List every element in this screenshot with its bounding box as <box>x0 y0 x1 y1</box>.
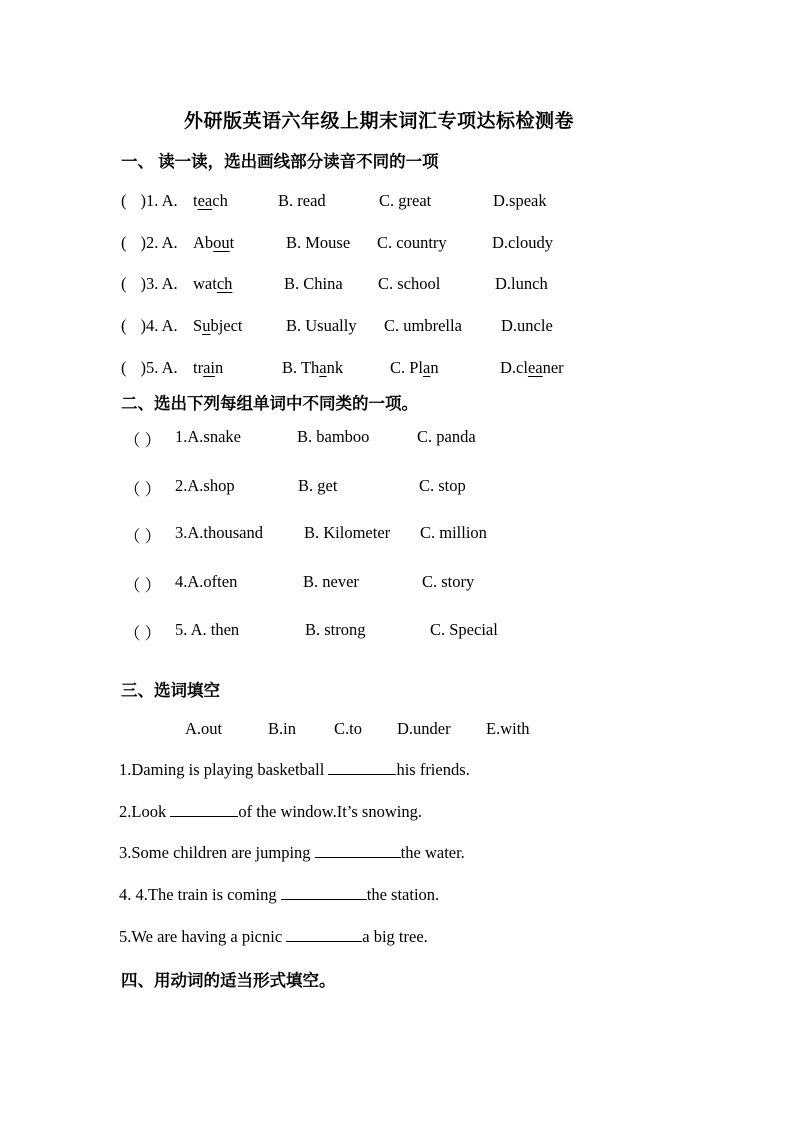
list-item <box>121 191 178 211</box>
section-2-heading: 二、选出下列每组单词中不同类的一项。 <box>121 394 418 413</box>
fill-blank[interactable] <box>170 802 238 817</box>
option-a: train <box>193 358 224 377</box>
option-a: 2.A.shop <box>175 476 235 495</box>
answer-paren[interactable]: （ ） <box>124 576 162 595</box>
option-a: About <box>193 233 235 252</box>
fill-blank[interactable] <box>281 885 367 900</box>
option-c: C. panda <box>417 427 476 446</box>
option-c: C. stop <box>419 476 466 495</box>
list-item: 1.Daming is playing basketball his friends. <box>119 760 470 779</box>
word-option: C.to <box>334 719 362 738</box>
list-item: 4. 4.The train is coming the station. <box>119 885 440 904</box>
answer-paren[interactable]: （ ） <box>124 624 162 643</box>
option-d: D.uncle <box>501 316 553 335</box>
word-option: B.in <box>268 719 296 738</box>
option-d: D.cleaner <box>500 358 564 377</box>
answer-paren-open: ( <box>121 233 127 252</box>
option-b: B. China <box>284 274 343 293</box>
option-a: 4.A.often <box>175 572 238 591</box>
answer-paren-close: ) <box>140 358 146 377</box>
answer-paren-close: ) <box>140 191 146 210</box>
answer-paren[interactable]: （ ） <box>124 480 162 499</box>
option-c: C. umbrella <box>384 316 462 335</box>
option-c: C. school <box>378 274 441 293</box>
word-option: E.with <box>486 719 530 738</box>
option-b: B. get <box>298 476 338 495</box>
option-d: D.speak <box>493 191 547 210</box>
answer-paren[interactable]: （ ） <box>124 527 162 546</box>
list-item: 5.We are having a picnic a big tree. <box>119 927 428 946</box>
option-a: 5. A. then <box>175 620 240 639</box>
section-3-heading: 三、选词填空 <box>121 681 220 700</box>
list-item <box>121 274 178 294</box>
answer-paren-open: ( <box>121 316 127 335</box>
answer-paren-close: ) <box>140 316 146 335</box>
answer-paren-close: ) <box>140 233 146 252</box>
option-a: watch <box>193 274 233 293</box>
option-d: D.cloudy <box>492 233 553 252</box>
fill-blank[interactable] <box>328 760 396 775</box>
list-item <box>121 358 178 378</box>
answer-paren-open: ( <box>121 191 127 210</box>
option-c: C. Plan <box>390 358 439 377</box>
question-number: 1. A. <box>146 191 178 210</box>
list-item <box>121 233 178 253</box>
question-number: 5. A. <box>146 358 178 377</box>
list-item: 3.Some children are jumping the water. <box>119 843 465 862</box>
option-a: Subject <box>193 316 243 335</box>
page-title: 外研版英语六年级上期末词汇专项达标检测卷 <box>184 111 575 132</box>
option-b: B. Kilometer <box>304 523 391 542</box>
section-4-heading: 四、用动词的适当形式填空。 <box>121 971 336 990</box>
list-item: 2.Look of the window.It’s snowing. <box>119 802 422 821</box>
option-c: C. million <box>420 523 487 542</box>
answer-paren-close: ) <box>140 274 146 293</box>
section-1-heading: 一、 读一读，选出画线部分读音不同的一项 <box>121 152 439 171</box>
fill-blank[interactable] <box>315 843 401 858</box>
word-option: D.under <box>397 719 451 738</box>
option-b: B. bamboo <box>297 427 370 446</box>
answer-paren[interactable]: （ ） <box>124 431 162 450</box>
option-c: C. Special <box>430 620 498 639</box>
option-c: C. country <box>377 233 447 252</box>
option-b: B. never <box>303 572 359 591</box>
answer-paren-open: ( <box>121 274 127 293</box>
option-d: D.lunch <box>495 274 548 293</box>
option-b: B. Usually <box>286 316 357 335</box>
option-b: B. read <box>278 191 326 210</box>
option-a: teach <box>193 191 228 210</box>
fill-blank[interactable] <box>286 927 362 942</box>
option-a: 1.A.snake <box>175 427 241 446</box>
word-option: A.out <box>185 719 223 738</box>
question-number: 2. A. <box>146 233 178 252</box>
option-b: B. strong <box>305 620 366 639</box>
option-c: C. story <box>422 572 475 591</box>
question-number: 4. A. <box>146 316 178 335</box>
option-b: B. Mouse <box>286 233 351 252</box>
answer-paren-open: ( <box>121 358 127 377</box>
list-item <box>121 316 178 336</box>
option-a: 3.A.thousand <box>175 523 263 542</box>
option-b: B. Thank <box>282 358 344 377</box>
question-number: 3. A. <box>146 274 178 293</box>
option-c: C. great <box>379 191 432 210</box>
